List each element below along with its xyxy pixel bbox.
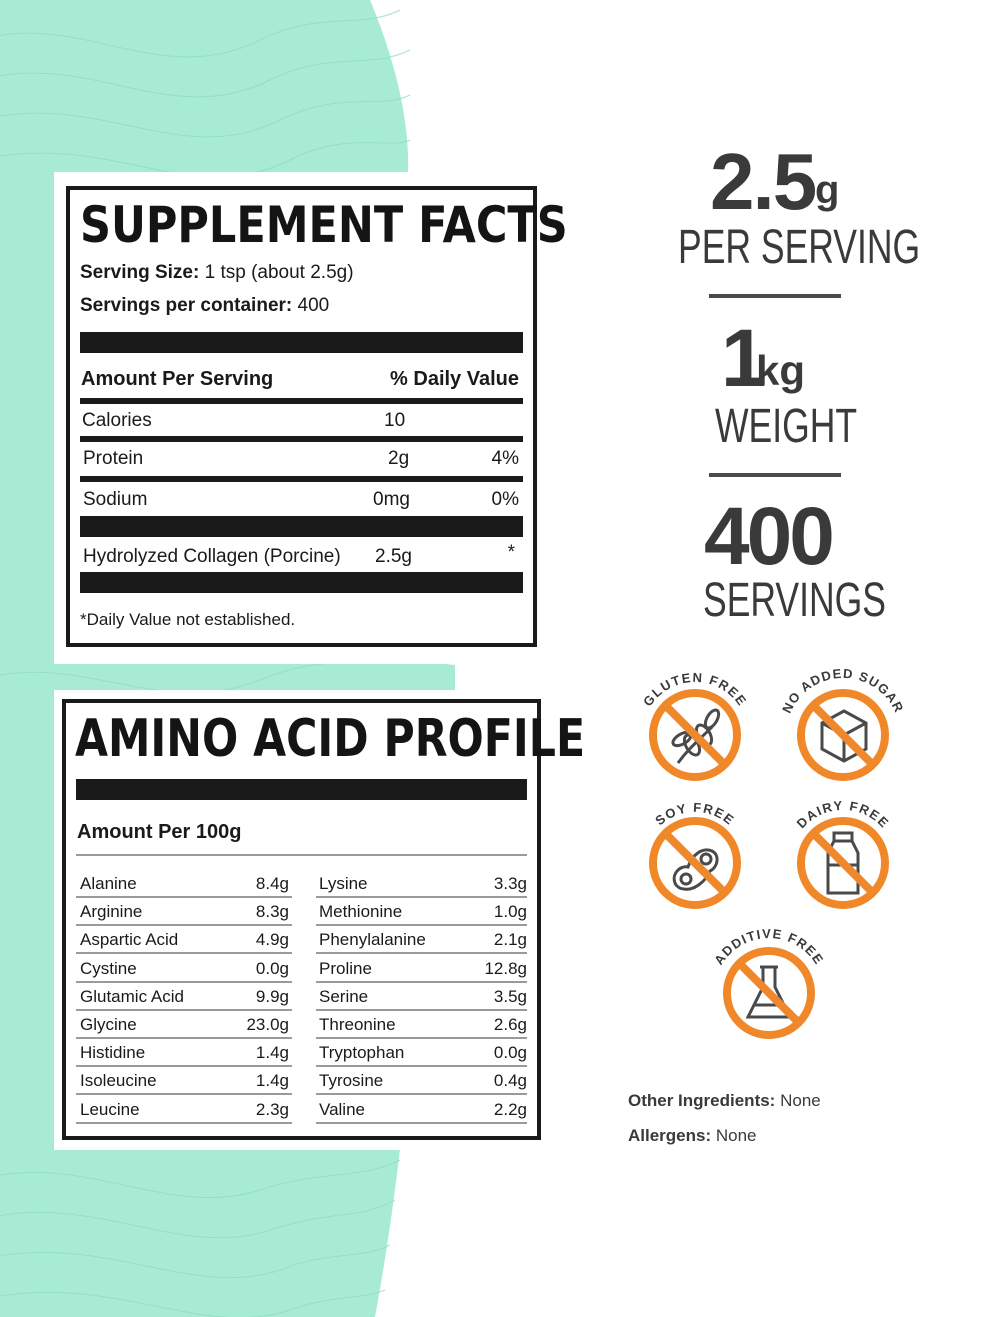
no-added-sugar-badge xyxy=(778,665,908,795)
amino-acid-value: 1.0g xyxy=(493,902,527,922)
amino-acid-profile-title: AMINO ACID PROFILE xyxy=(75,709,586,769)
daily-value-header: % Daily Value xyxy=(390,368,519,390)
amino-acid-value: 23.0g xyxy=(246,1015,289,1034)
amino-acid-value: 3.5g xyxy=(493,986,527,1006)
row-rule xyxy=(316,1065,527,1067)
amino-acid-profile-box xyxy=(62,699,586,1140)
serving-number: 2.5 xyxy=(710,137,816,226)
amino-acid-value: 0.4g xyxy=(493,1071,527,1091)
nutrient-dv-protein: 4% xyxy=(491,448,519,469)
stat-separator xyxy=(709,294,841,298)
stat-separator xyxy=(709,473,841,477)
row-rule xyxy=(316,952,527,954)
servings-number: 400 xyxy=(704,491,832,582)
amino-acid-name: Cystine xyxy=(80,958,137,978)
amino-acid-name: Isoleucine xyxy=(80,1071,157,1091)
amino-acid-value: 9.9g xyxy=(255,986,289,1006)
row-rule xyxy=(316,896,527,898)
row-rule xyxy=(316,1037,527,1039)
additive-free-label: ADDITIVE FREE xyxy=(711,925,827,968)
amino-acid-name: Alanine xyxy=(80,874,137,893)
weight-number: 1 xyxy=(721,313,764,404)
nutrient-amount-sodium: 0mg xyxy=(373,489,410,510)
servings-value: 400 xyxy=(297,295,330,316)
serving-label: PER SERVING xyxy=(678,221,921,274)
amino-acid-name: Proline xyxy=(319,958,372,978)
nutrient-amount-collagen: 2.5g xyxy=(375,546,412,567)
row-rule xyxy=(76,952,292,954)
gluten-free-badge xyxy=(630,665,760,795)
servings-per-container xyxy=(80,295,329,317)
amino-acid-value: 0.0g xyxy=(493,1043,527,1063)
nutrient-dv-collagen: * xyxy=(507,542,515,563)
gluten-free-label: GLUTEN FREE xyxy=(639,669,751,710)
nutrient-name-calories: Calories xyxy=(82,410,152,431)
row-rule xyxy=(76,1122,292,1124)
amino-acid-name: Valine xyxy=(319,1099,365,1119)
weight-label: WEIGHT xyxy=(715,400,858,453)
supplement-facts-title: SUPPLEMENT FACTS xyxy=(80,196,568,254)
other-ingredients xyxy=(628,1091,821,1111)
allergens-value: None xyxy=(715,1126,757,1145)
supplement-facts-box xyxy=(66,186,568,647)
amino-acid-name: Serine xyxy=(319,986,369,1006)
row-rule xyxy=(76,896,292,898)
serving-size-label: Serving Size: xyxy=(80,262,200,283)
no-added-sugar-label: NO ADDED SUGAR xyxy=(778,665,908,716)
row-rule xyxy=(316,1122,527,1124)
amino-acid-name: Methionine xyxy=(319,902,403,922)
allergens xyxy=(628,1126,757,1146)
thick-divider xyxy=(80,332,523,353)
amino-acid-value: 2.2g xyxy=(493,1099,527,1119)
amount-per-100g-header: Amount Per 100g xyxy=(77,821,242,843)
row-rule xyxy=(76,981,292,983)
amino-acid-value: 2.1g xyxy=(493,930,527,950)
amino-acid-name: Aspartic Acid xyxy=(80,930,179,950)
amino-acid-value: 1.4g xyxy=(255,1043,289,1063)
amino-acid-value: 8.3g xyxy=(255,902,289,922)
nutrient-amount-calories: 10 xyxy=(384,410,406,431)
nutrient-name-protein: Protein xyxy=(83,448,144,469)
serving-size xyxy=(80,262,354,284)
amino-acid-name: Glycine xyxy=(80,1015,137,1034)
dairy-free-label: DAIRY FREE xyxy=(793,797,893,832)
row-rule xyxy=(76,1093,292,1095)
row-rule xyxy=(76,1065,292,1067)
thick-divider xyxy=(76,779,527,800)
allergens-label: Allergens: xyxy=(628,1126,712,1145)
weight-unit: kg xyxy=(756,347,806,394)
row-rule xyxy=(80,436,523,442)
amino-acid-value: 12.8g xyxy=(484,958,527,978)
row-rule xyxy=(316,1093,527,1095)
amino-acid-value: 4.9g xyxy=(255,930,289,950)
amino-acid-name: Histidine xyxy=(80,1043,146,1063)
amino-acid-value: 2.3g xyxy=(255,1099,289,1119)
nutrient-amount-protein: 2g xyxy=(388,448,410,469)
footnote: *Daily Value not established. xyxy=(80,610,296,629)
amino-acid-name: Glutamic Acid xyxy=(80,986,184,1006)
other-ingredients-label: Other Ingredients: xyxy=(628,1091,776,1110)
nutrient-name-sodium: Sodium xyxy=(83,489,148,510)
amino-acid-name: Phenylalanine xyxy=(319,930,426,950)
amino-acid-value: 2.6g xyxy=(493,1015,527,1034)
dairy-free-badge xyxy=(778,795,908,925)
additive-free-badge xyxy=(704,925,834,1055)
other-ingredients-value: None xyxy=(780,1091,821,1110)
amino-acid-name: Tyrosine xyxy=(319,1071,384,1091)
nutrient-name-collagen: Hydrolyzed Collagen (Porcine) xyxy=(83,546,341,567)
amino-acid-value: 3.3g xyxy=(493,874,527,893)
amino-acid-name: Lysine xyxy=(319,874,368,893)
amino-acid-name: Threonine xyxy=(319,1015,396,1034)
row-rule xyxy=(76,1009,292,1011)
thick-divider xyxy=(80,572,523,593)
amino-acid-value: 8.4g xyxy=(255,874,289,893)
servings-label: SERVINGS xyxy=(703,574,886,627)
amino-acid-name: Arginine xyxy=(80,902,143,922)
header-rule xyxy=(80,398,523,404)
amino-acid-value: 1.4g xyxy=(255,1071,289,1091)
thick-divider xyxy=(80,516,523,537)
serving-size-value: 1 tsp (about 2.5g) xyxy=(204,262,354,283)
row-rule xyxy=(316,924,527,926)
row-rule xyxy=(80,476,523,482)
soy-free-badge xyxy=(630,795,760,925)
amino-acid-name: Tryptophan xyxy=(319,1043,405,1063)
serving-unit: g xyxy=(815,168,840,212)
row-rule xyxy=(316,981,527,983)
amino-acid-name: Leucine xyxy=(80,1099,140,1119)
row-rule xyxy=(316,1009,527,1011)
row-rule xyxy=(76,924,292,926)
amount-per-serving-header: Amount Per Serving xyxy=(81,368,274,390)
soy-free-label: SOY FREE xyxy=(652,799,738,829)
header-rule xyxy=(76,854,527,856)
amino-acid-value: 0.0g xyxy=(255,958,289,978)
servings-label: Servings per container: xyxy=(80,295,293,316)
nutrient-dv-sodium: 0% xyxy=(491,489,519,510)
row-rule xyxy=(76,1037,292,1039)
